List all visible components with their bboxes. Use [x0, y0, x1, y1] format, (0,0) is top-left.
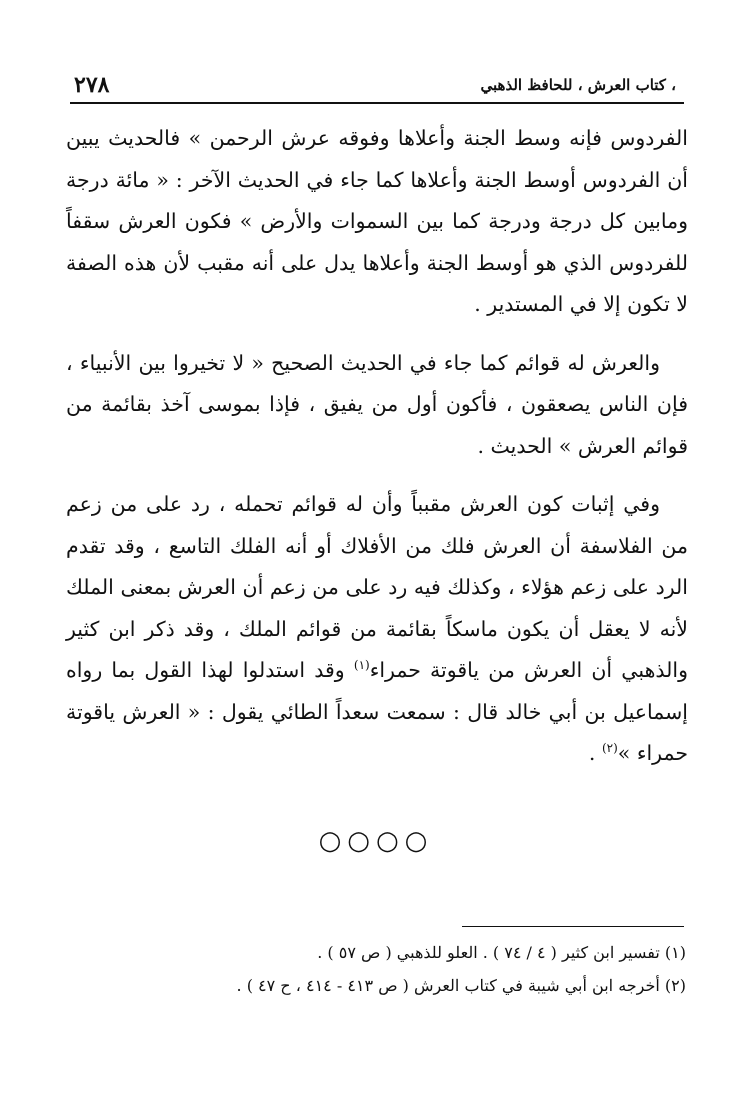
footnote-1: (١) تفسير ابن كثير ( ٤ / ٧٤ ) . العلو للذهبي ( ص ٥٧ ) .: [317, 943, 686, 962]
running-title: ، كتاب العرش ، للحافظ الذهبي: [480, 76, 676, 94]
paragraph-3: [66, 484, 688, 775]
paragraph-3-text-end: .: [588, 741, 602, 765]
paragraph-1-text: الفردوس فإنه وسط الجنة وأعلاها وفوقه عرش الرحمن » فالحديث يبين أن الفردوس أوسط الجنة وأعلاها كما جاء في الحديث الآخر : « مائة درجة ومابين كل درجة ودرجة كما بين السموات والأرض » فكون العرش سقفاً للفردوس الذي هو أوسط الجنة وأعلاها يدل على أنه مقبب لأن هذه الصفة لا تكون إلا في المستدير .: [66, 126, 688, 316]
paragraph-3-text-middle: وقد استدلوا لهذا القول بما رواه إسماعيل بن أبي خالد قال : سمعت سعداً الطائي يقول : « العرش ياقوتة حمراء »: [66, 658, 688, 765]
footnote-rule: [462, 926, 684, 927]
page-header: [70, 74, 684, 102]
page-number: ٢٧٨: [74, 72, 110, 98]
paragraph-2: [66, 343, 688, 468]
header-rule: [70, 102, 684, 104]
main-text: [66, 118, 688, 792]
footnotes: [120, 936, 686, 1002]
footnote-2: (٢) أخرجه ابن أبي شيبة في كتاب العرش ( ص ٤١٣ - ٤١٤ ، ح ٤٧ ) .: [236, 976, 686, 995]
section-separator: ○○○○: [318, 826, 434, 856]
paragraph-2-text: والعرش له قوائم كما جاء في الحديث الصحيح « لا تخيروا بين الأنبياء ، فإن الناس يصعقون ، فأكون أول من يفيق ، فإذا بموسى آخذ بقائمة من قوائم العرش » الحديث .: [66, 350, 688, 458]
footnote-ref-2: (٢): [601, 741, 618, 756]
footnote-ref-1: (١): [353, 658, 370, 673]
paragraph-3-text-start: وفي إثبات كون العرش مقبباً وأن له قوائم تحمله ، رد على من زعم من الفلاسفة أن العرش فلك من الأفلاك أو أنه الفلك التاسع ، وقد تقدم الرد على زعم هؤلاء ، وكذلك فيه رد على من زعم أن العرش بمعنى الملك لأنه لا يعقل أن يكون ماسكاً بقائمة من قوائم الملك ، وقد ذكر ابن كثير والذهبي أن العرش من ياقوتة حمراء: [66, 492, 688, 682]
paragraph-1: [66, 118, 688, 326]
